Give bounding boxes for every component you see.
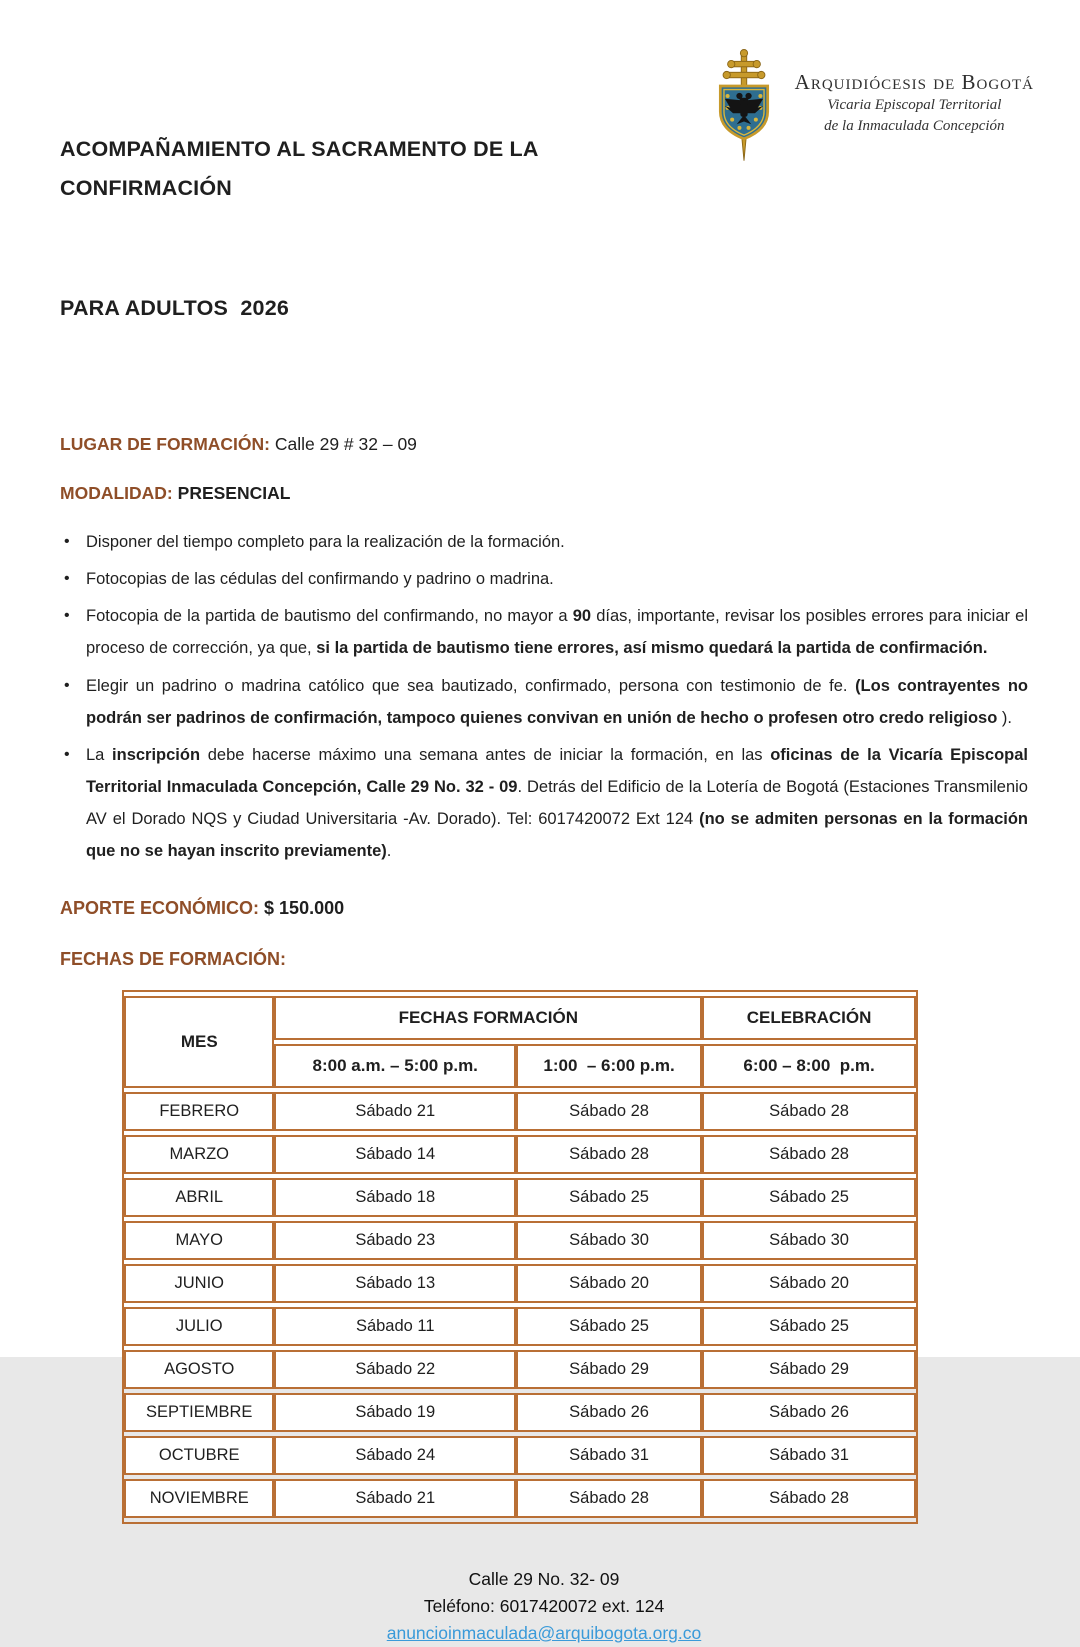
date-cell: Sábado 11 <box>274 1307 516 1346</box>
fee-value: $ 150.000 <box>264 897 345 918</box>
date-cell: Sábado 28 <box>516 1092 702 1131</box>
requirement-text-segment: si la partida de bautismo tiene errores, así mismo quedará la partida de confirmación. <box>316 639 988 658</box>
location-value: Calle 29 # 32 – 09 <box>274 433 417 454</box>
date-cell: Sábado 29 <box>516 1350 702 1389</box>
archdiocese-crest-icon <box>703 42 785 175</box>
date-cell: Sábado 28 <box>516 1135 702 1174</box>
requirement-text-segment: . <box>386 842 392 861</box>
date-cell: Sábado 28 <box>702 1135 916 1174</box>
requirement-text-segment: La <box>86 745 113 764</box>
date-cell: Sábado 23 <box>274 1221 516 1260</box>
requirement-item <box>86 739 1028 868</box>
month-cell: JULIO <box>124 1307 274 1346</box>
fee-line <box>60 898 1028 919</box>
month-cell: AGOSTO <box>124 1350 274 1389</box>
requirement-text-segment: (no se admiten personas en la formación que no se hayan inscrito previamente) <box>86 810 1028 861</box>
archdiocese-logo-text <box>795 42 1034 137</box>
page-title-line1: ACOMPAÑAMIENTO AL SACRAMENTO DE LA CONFIRMACIÓN <box>60 136 545 201</box>
month-cell: MARZO <box>124 1135 274 1174</box>
month-cell: ABRIL <box>124 1178 274 1217</box>
archdiocese-logo <box>703 42 1034 175</box>
requirement-text-segment: 90 <box>572 607 592 626</box>
date-cell: Sábado 18 <box>274 1178 516 1217</box>
requirement-text-segment: debe hacerse máximo una semana antes de iniciar la formación, en las <box>200 745 771 764</box>
requirement-text-segment: Elegir un padrino o madrina católico que sea bautizado, confirmado, persona con testimonio de fe. <box>86 676 856 695</box>
col-header-time3: 6:00 – 8:00 p.m. <box>702 1044 916 1088</box>
date-cell: Sábado 21 <box>274 1092 516 1131</box>
requirement-text-segment: inscripción <box>112 745 201 764</box>
date-cell: Sábado 19 <box>274 1393 516 1432</box>
col-header-mes: MES <box>124 996 274 1088</box>
table-row <box>124 1350 916 1389</box>
modality-label: MODALIDAD: <box>60 482 173 503</box>
date-cell: Sábado 25 <box>702 1307 916 1346</box>
requirement-item <box>86 600 1028 664</box>
requirement-text-segment: . Detrás del Edificio de la Lotería de Bogotá (Estaciones Transmilenio AV el Dorado NQS y Ciudad Universitaria -Av. Dorado). Tel: 6017420072 Ext 124 <box>86 778 1028 829</box>
table-row <box>124 1221 916 1260</box>
date-cell: Sábado 22 <box>274 1350 516 1389</box>
requirement-text-segment: Disponer del tiempo completo para la realización de la formación. <box>86 532 565 551</box>
table-row <box>124 1092 916 1131</box>
col-header-time2: 1:00 – 6:00 p.m. <box>516 1044 702 1088</box>
date-cell: Sábado 25 <box>516 1178 702 1217</box>
month-cell: MAYO <box>124 1221 274 1260</box>
col-header-time1: 8:00 a.m. – 5:00 p.m. <box>274 1044 516 1088</box>
date-cell: Sábado 28 <box>702 1092 916 1131</box>
page-title-line2: PARA ADULTOS 2026 <box>60 295 290 320</box>
date-cell: Sábado 30 <box>702 1221 916 1260</box>
schedule-table <box>122 990 918 1524</box>
requirements-list <box>60 526 1028 868</box>
modality-line <box>60 483 1028 504</box>
date-cell: Sábado 21 <box>274 1479 516 1518</box>
date-cell: Sábado 20 <box>702 1264 916 1303</box>
archdiocese-name: Arquidiócesis de Bogotá <box>794 70 1034 94</box>
requirement-text-segment: oficinas de la Vicaría Episcopal Territorial Inmaculada Concepción, Calle 29 No. 32 - 09 <box>86 745 1029 797</box>
month-cell: NOVIEMBRE <box>124 1479 274 1518</box>
date-cell: Sábado 30 <box>516 1221 702 1260</box>
date-cell: Sábado 29 <box>702 1350 916 1389</box>
table-row <box>124 1307 916 1346</box>
vicaria-subtitle-line1: Vicaria Episcopal Territorial <box>827 97 1002 113</box>
table-row <box>124 1479 916 1518</box>
date-cell: Sábado 14 <box>274 1135 516 1174</box>
date-cell: Sábado 26 <box>516 1393 702 1432</box>
requirement-text-segment: Fotocopias de las cédulas del confirmando y padrino o madrina. <box>86 570 554 589</box>
date-cell: Sábado 31 <box>702 1436 916 1475</box>
table-row <box>124 1393 916 1432</box>
table-row <box>124 1178 916 1217</box>
requirement-item <box>86 670 1028 734</box>
requirement-text-segment: días, importante, revisar los posibles errores para iniciar el proceso de corrección, ya que, <box>86 607 1028 658</box>
col-header-celebracion: CELEBRACIÓN <box>702 996 916 1040</box>
page-title <box>60 50 700 408</box>
date-cell: Sábado 31 <box>516 1436 702 1475</box>
month-cell: JUNIO <box>124 1264 274 1303</box>
date-cell: Sábado 28 <box>516 1479 702 1518</box>
requirement-text-segment: Fotocopia de la partida de bautismo del confirmando, no mayor a <box>86 607 573 626</box>
date-cell: Sábado 25 <box>516 1307 702 1346</box>
location-label: LUGAR DE FORMACIÓN: <box>60 433 270 454</box>
fee-label: APORTE ECONÓMICO: <box>60 897 260 918</box>
footer <box>60 1566 1028 1647</box>
modality-value: PRESENCIAL <box>177 482 291 503</box>
footer-address: Calle 29 No. 32- 09 <box>468 1568 620 1589</box>
requirement-text-segment: (Los contrayentes no podrán ser padrinos de confirmación, tampoco quienes convivan en unión de hecho o profesen otro credo religioso <box>86 676 1028 727</box>
requirement-text-segment: ). <box>997 708 1012 727</box>
date-cell: Sábado 20 <box>516 1264 702 1303</box>
table-row <box>124 1135 916 1174</box>
date-cell: Sábado 24 <box>274 1436 516 1475</box>
month-cell: SEPTIEMBRE <box>124 1393 274 1432</box>
location-line <box>60 434 1028 455</box>
table-header-row-1 <box>124 996 916 1040</box>
footer-phone: Teléfono: 6017420072 ext. 124 <box>423 1595 665 1616</box>
footer-email-link[interactable]: anuncioinmaculada@arquibogota.org.co <box>386 1622 702 1643</box>
table-row <box>124 1436 916 1475</box>
month-cell: OCTUBRE <box>124 1436 274 1475</box>
month-cell: FEBRERO <box>124 1092 274 1131</box>
vicaria-subtitle-line2: de la Inmaculada Concepción <box>824 118 1005 134</box>
requirement-item <box>86 526 1028 558</box>
date-cell: Sábado 26 <box>702 1393 916 1432</box>
schedule-heading: FECHAS DE FORMACIÓN: <box>60 948 286 969</box>
col-header-fechas-formacion: FECHAS FORMACIÓN <box>274 996 702 1040</box>
requirement-item <box>86 563 1028 595</box>
date-cell: Sábado 25 <box>702 1178 916 1217</box>
date-cell: Sábado 13 <box>274 1264 516 1303</box>
schedule-table-body <box>124 1092 916 1518</box>
date-cell: Sábado 28 <box>702 1479 916 1518</box>
header <box>60 50 1034 408</box>
table-row <box>124 1264 916 1303</box>
